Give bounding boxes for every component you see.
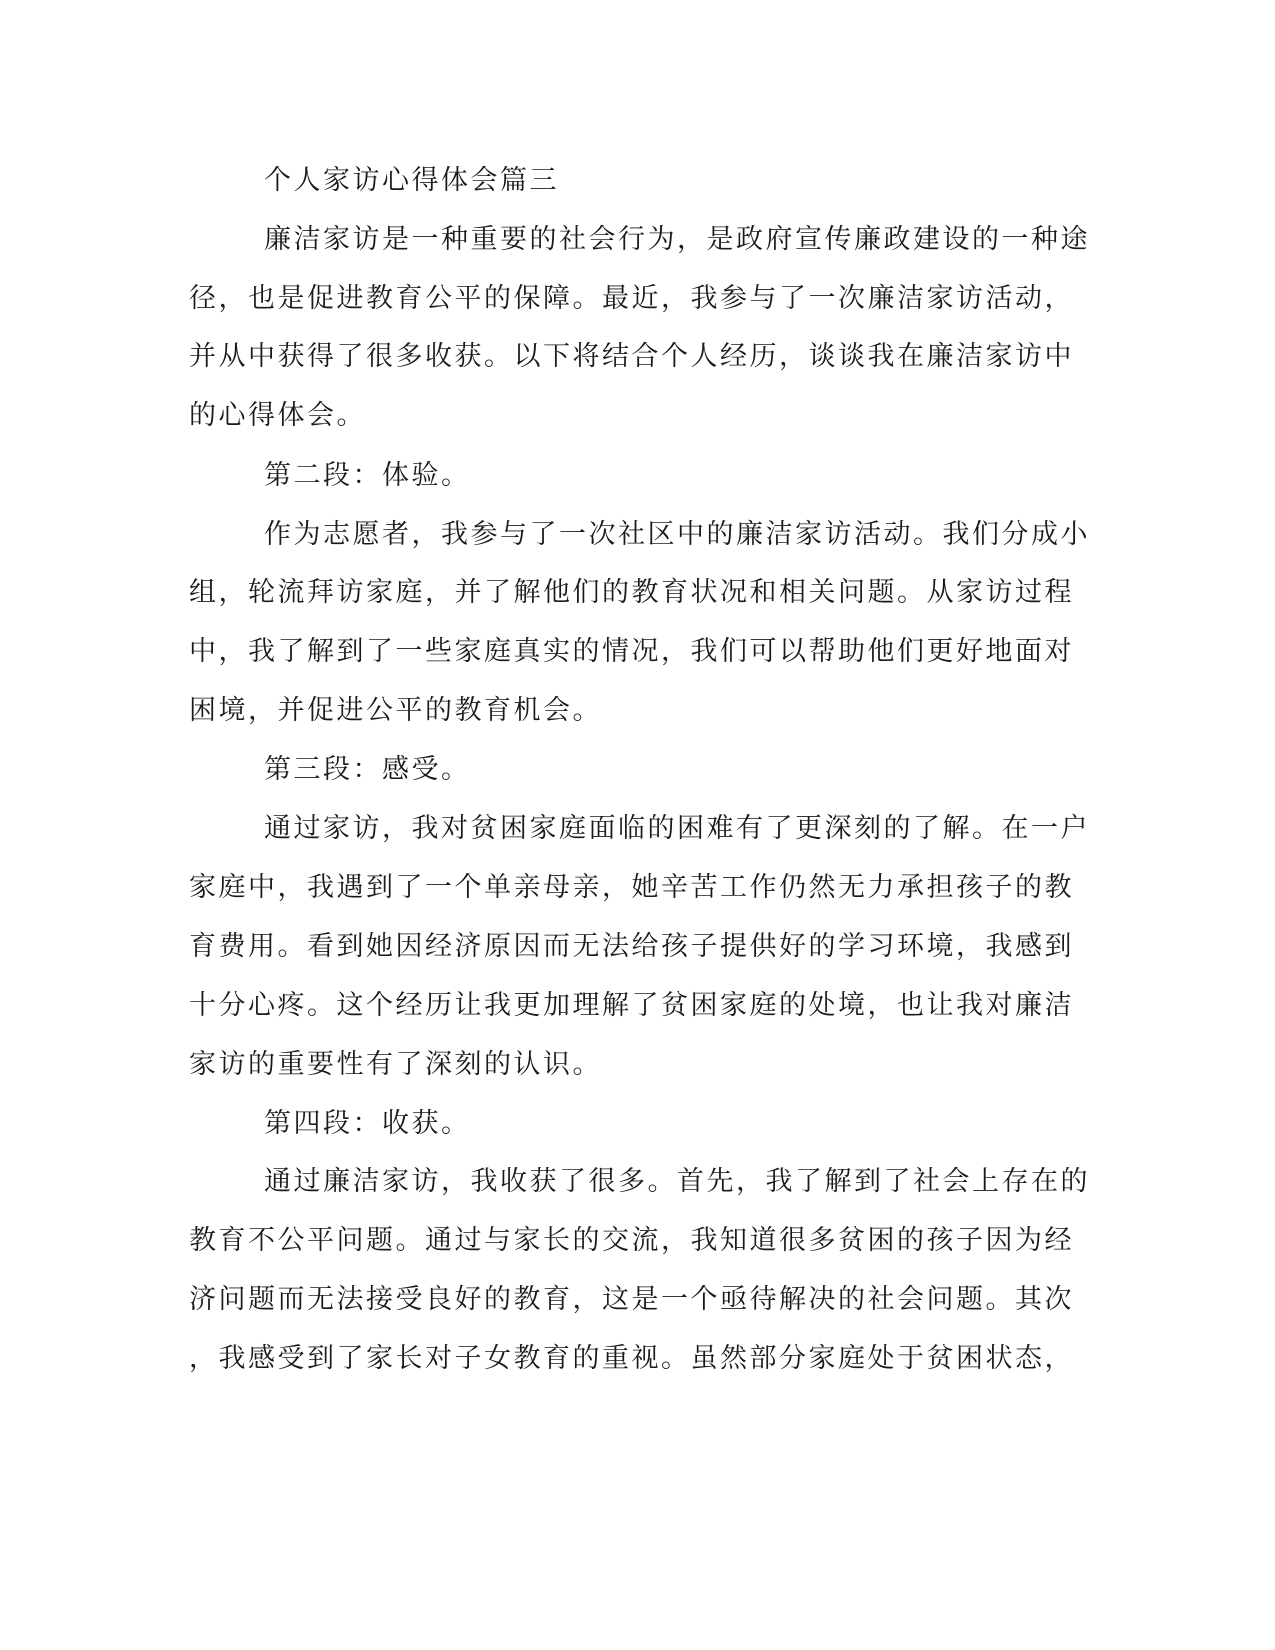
section-heading-2: 第二段：体验。 [264,460,471,491]
paragraph-1-line-2: 径，也是促进教育公平的保障。最近，我参与了一次廉洁家访活动， [189,283,1074,314]
paragraph-3-line-3: 育费用。看到她因经济原因而无法给孩子提供好的学习环境，我感到 [189,931,1074,962]
paragraph-3-line-4: 十分心疼。这个经历让我更加理解了贫困家庭的处境，也让我对廉洁 [189,990,1074,1021]
paragraph-2-line-4: 困境，并促进公平的教育机会。 [189,695,602,726]
paragraph-4-line-2: 教育不公平问题。通过与家长的交流，我知道很多贫困的孩子因为经 [189,1225,1074,1256]
document-title: 个人家访心得体会篇三 [264,165,559,196]
section-heading-3: 第三段：感受。 [264,754,471,785]
paragraph-2-line-3: 中，我了解到了一些家庭真实的情况，我们可以帮助他们更好地面对 [189,636,1074,667]
paragraph-4-line-1: 通过廉洁家访，我收获了很多。首先，我了解到了社会上存在的 [264,1166,1090,1197]
paragraph-2-line-2: 组，轮流拜访家庭，并了解他们的教育状况和相关问题。从家访过程 [189,577,1074,608]
paragraph-4-line-4: ，我感受到了家长对子女教育的重视。虽然部分家庭处于贫困状态， [189,1343,1074,1374]
paragraph-3-line-1: 通过家访，我对贫困家庭面临的困难有了更深刻的了解。在一户 [264,813,1090,844]
paragraph-1-line-4: 的心得体会。 [189,400,366,431]
paragraph-1-line-1: 廉洁家访是一种重要的社会行为，是政府宣传廉政建设的一种途 [264,224,1090,255]
paragraph-2-line-1: 作为志愿者，我参与了一次社区中的廉洁家访活动。我们分成小 [264,519,1090,550]
paragraph-3-line-5: 家访的重要性有了深刻的认识。 [189,1049,602,1080]
paragraph-3-line-2: 家庭中，我遇到了一个单亲母亲，她辛苦工作仍然无力承担孩子的教 [189,872,1074,903]
paragraph-1-line-3: 并从中获得了很多收获。以下将结合个人经历，谈谈我在廉洁家访中 [189,341,1074,372]
section-heading-4: 第四段：收获。 [264,1108,471,1139]
paragraph-4-line-3: 济问题而无法接受良好的教育，这是一个亟待解决的社会问题。其次 [189,1284,1074,1315]
